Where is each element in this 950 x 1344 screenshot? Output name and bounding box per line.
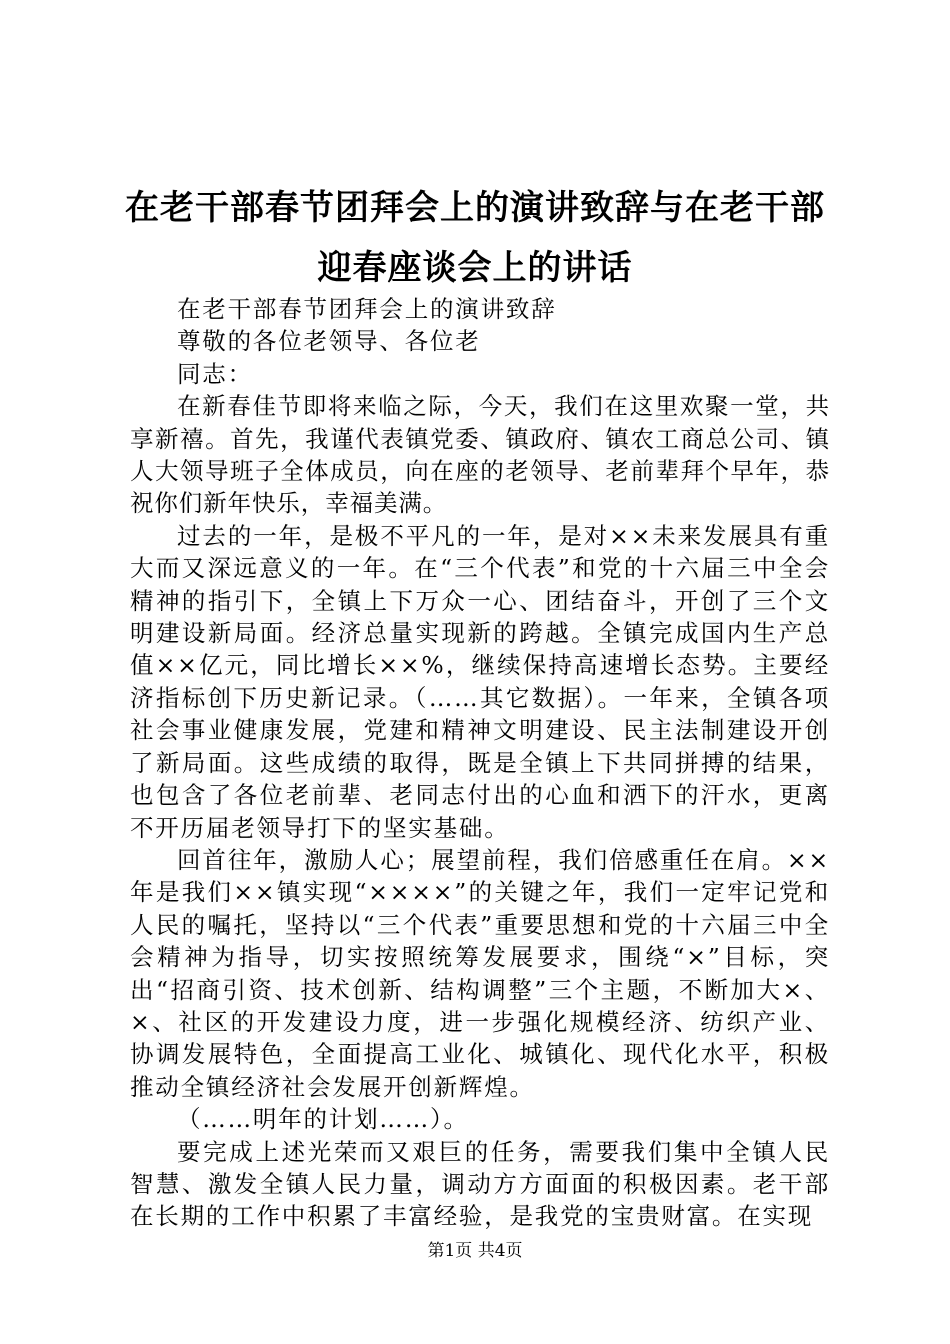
paragraph-new-year-greeting: 在新春佳节即将来临之际，今天，我们在这里欢聚一堂，共享新禧。首先，我谨代表镇党委、镇政府、镇农工商总公司、镇人大领导班子全体成员，向在座的老领导、老前辈拜个早年，恭祝你们新年快乐，幸福美满。 bbox=[130, 392, 830, 518]
document-title-line-1: 在老干部春节团拜会上的演讲致辞与在老干部 bbox=[125, 188, 825, 228]
paragraph-next-year-plan: （……明年的计划……）。 bbox=[177, 1105, 469, 1134]
document-body bbox=[130, 293, 830, 1233]
speech-subtitle: 在老干部春节团拜会上的演讲致辞 bbox=[177, 295, 557, 323]
document-title-line-2: 迎春座谈会上的讲话 bbox=[317, 248, 633, 288]
salutation-line-2: 同志： bbox=[177, 359, 253, 388]
paragraph-veteran-cadres: 要完成上述光荣而又艰巨的任务，需要我们集中全镇人民智慧、激发全镇人民力量，调动方方面面的积极因素。老干部在长期的工作中积累了丰富经验，是我党的宝贵财富。在实现 bbox=[130, 1137, 830, 1231]
salutation-line-1: 尊敬的各位老领导、各位老 bbox=[177, 327, 481, 356]
paragraph-past-year-review: 过去的一年，是极不平凡的一年，是对××未来发展具有重大而又深远意义的一年。在“三个代表”和党的十六届三中全会精神的指引下，全镇上下万众一心、团结奋斗，开创了三个文明建设新局面。经济总量实现新的跨越。全镇完成国内生产总值××亿元，同比增长××%，继续保持高速增长态势。主要经济指标创下历史新记录。（……其它数据）。一年来，全镇各项社会事业健康发展，党建和精神文明建设、民主法制建设开创了新局面。这些成绩的取得，既是全镇上下共同拼搏的结果，也包含了各位老前辈、老同志付出的心血和洒下的汗水，更离不开历届老领导打下的坚实基础。 bbox=[130, 521, 830, 842]
paragraph-future-outlook: 回首往年，激励人心；展望前程，我们倍感重任在肩。××年是我们××镇实现“××××”的关键之年，我们一定牢记党和人民的嘱托，坚持以“三个代表”重要思想和党的十六届三中全会精神为指导，切实按照统筹发展要求，围绕“×”目标，突出“招商引资、技术创新、结构调整”三个主题，不断加大×、×、社区的开发建设力度，进一步强化规模经济、纺织产业、协调发展特色，全面提高工业化、城镇化、现代化水平，积极推动全镇经济社会发展开创新辉煌。 bbox=[130, 845, 830, 1101]
page-footer-indicator: 第1页 共4页 bbox=[427, 1241, 523, 1261]
